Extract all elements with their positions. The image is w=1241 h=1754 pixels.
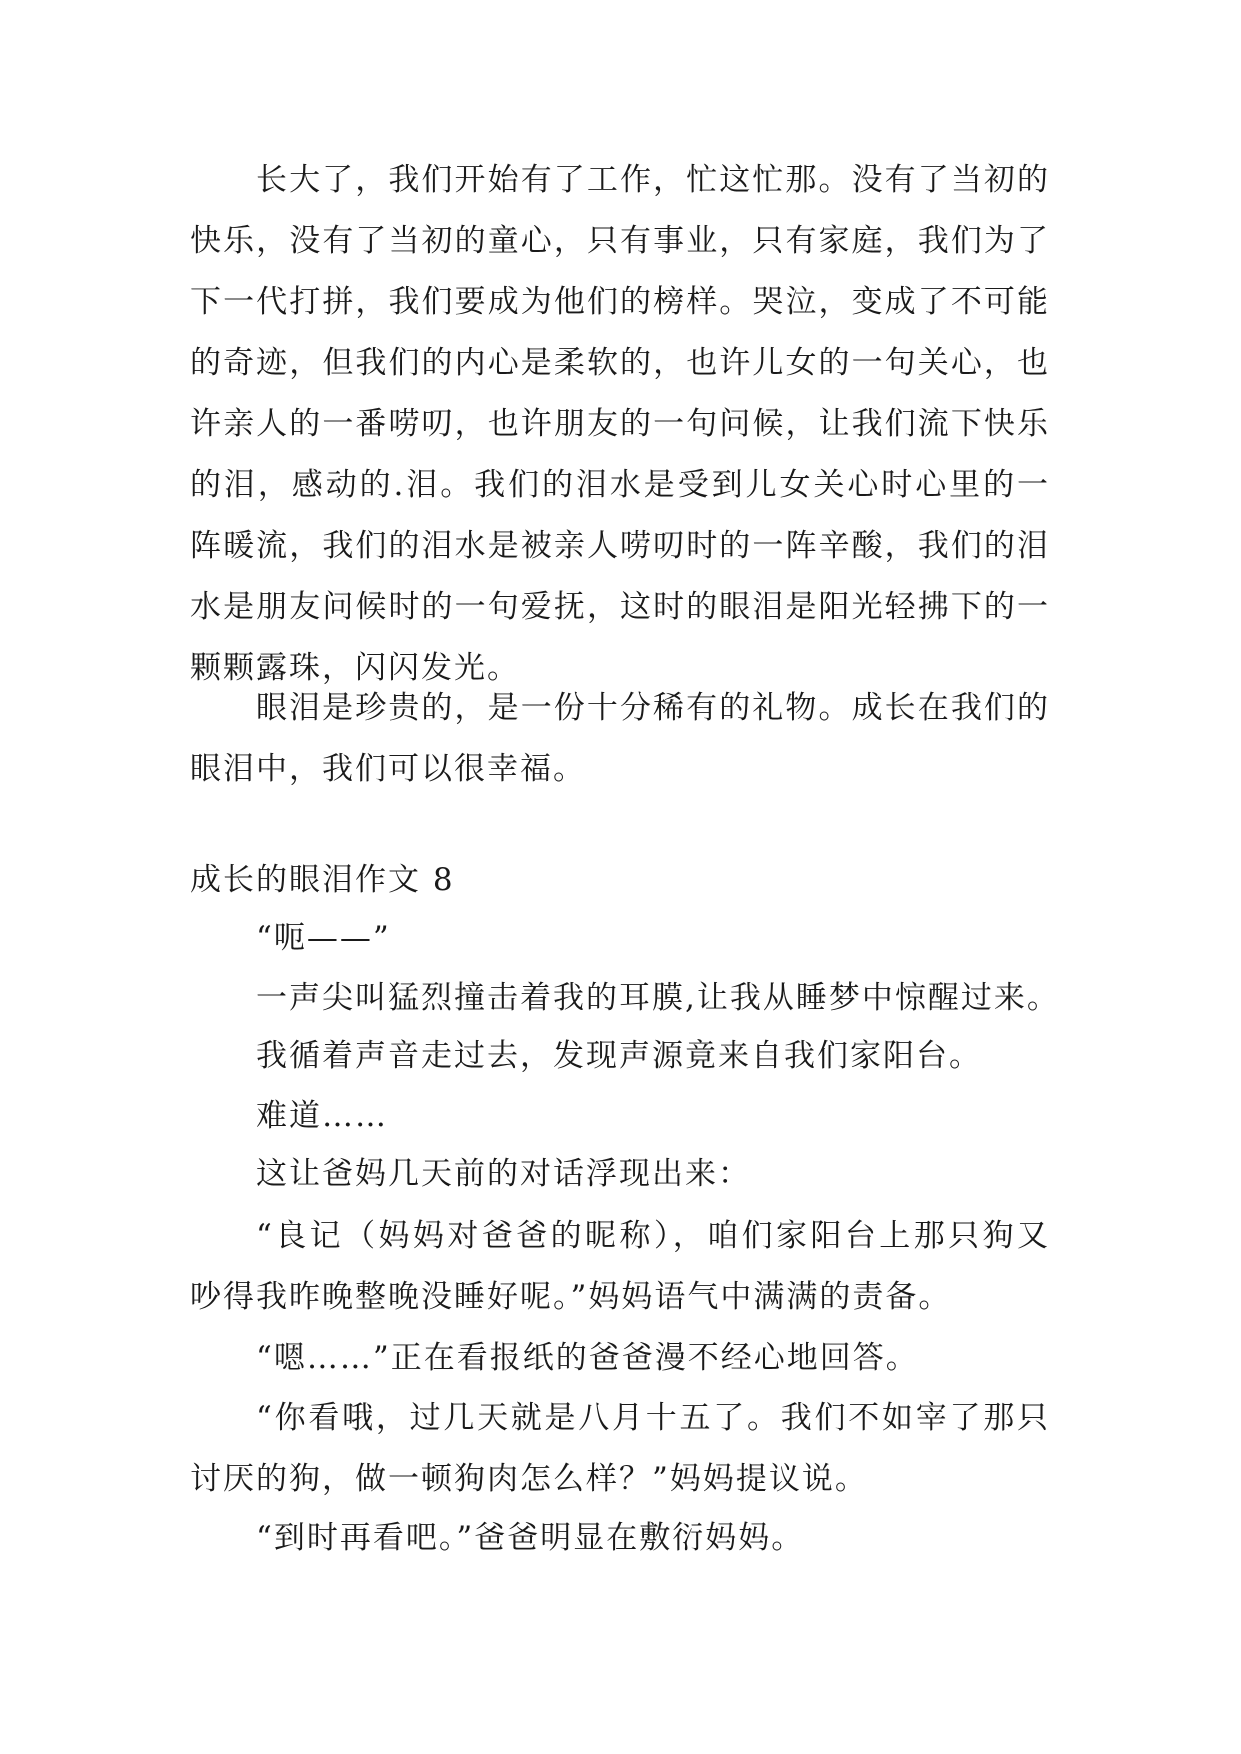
text-line-scream: 一声尖叫猛烈撞击着我的耳膜,让我从睡梦中惊醒过来。 <box>256 980 1060 1016</box>
dialog-mom-proposal: “你看哦，过几天就是八月十五了。我们不如宰了那只讨厌的狗，做一顿狗肉怎么样？”妈妈提议说。 <box>190 1400 1050 1497</box>
text-line-could-it-be: 难道…… <box>256 1098 388 1134</box>
dialog-dad-reply: “嗯……”正在看报纸的爸爸漫不经心地回答。 <box>256 1340 919 1376</box>
text-line-follow-sound: 我循着声音走过去，发现声源竟来自我们家阳台。 <box>256 1038 982 1074</box>
text-line-scream-sound: “呃——” <box>256 920 391 956</box>
dialog-mom-complaint: “良记（妈妈对爸爸的昵称），咱们家阳台上那只狗又吵得我昨晚整晚没睡好呢。”妈妈语气中满满的责备。 <box>190 1218 1050 1315</box>
text-line-recall-dialog: 这让爸妈几天前的对话浮现出来： <box>256 1156 751 1192</box>
paragraph-growing-up: 长大了，我们开始有了工作，忙这忙那。没有了当初的快乐，没有了当初的童心，只有事业，只有家庭，我们为了下一代打拼，我们要成为他们的榜样。哭泣，变成了不可能的奇迹，但我们的内心是柔软的，也许儿女的一句关心，也许亲人的一番唠叨，也许朋友的一句问候，让我们流下快乐的泪，感动的.泪。我们的泪水是受到儿女关心时心里的一阵暖流，我们的泪水是被亲人唠叨时的一阵辛酸，我们的泪水是朋友问候时的一句爱抚，这时的眼泪是阳光轻拂下的一颗颗露珠，闪闪发光。 <box>190 162 1050 686</box>
dialog-dad-perfunctory: “到时再看吧。”爸爸明显在敷衍妈妈。 <box>256 1520 805 1556</box>
paragraph-tears-precious: 眼泪是珍贵的，是一份十分稀有的礼物。成长在我们的眼泪中，我们可以很幸福。 <box>190 690 1050 787</box>
section-title: 成长的眼泪作文 8 <box>190 862 455 898</box>
